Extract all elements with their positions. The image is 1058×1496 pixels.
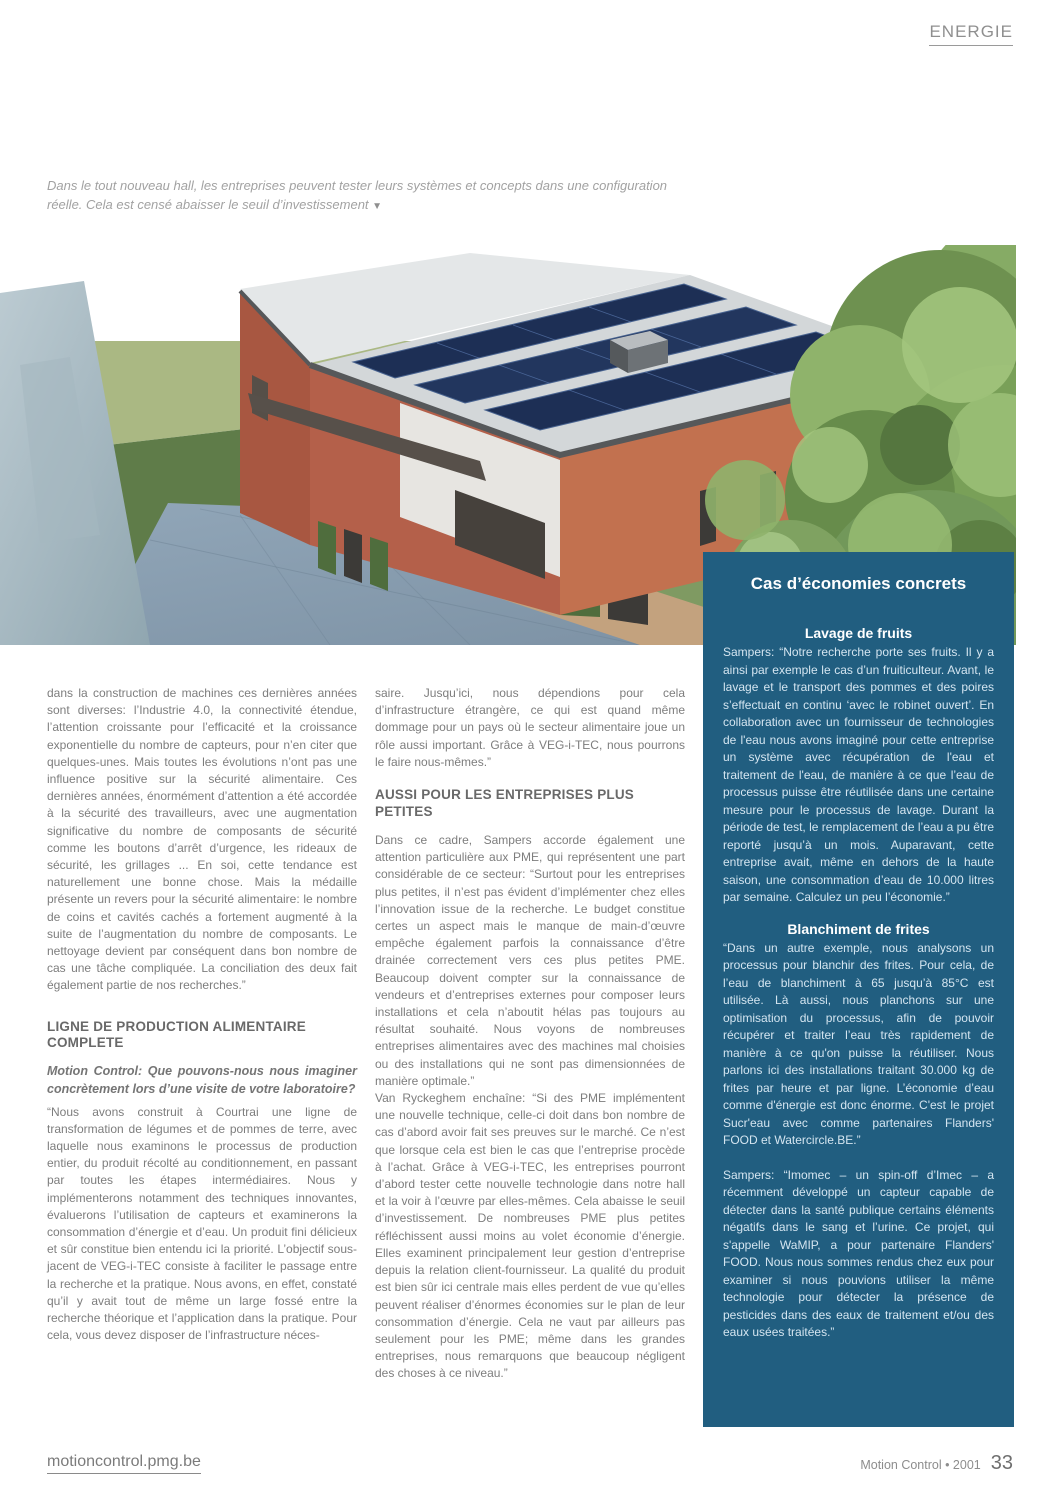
footer-magazine-name: Motion Control • 2001 bbox=[860, 1458, 981, 1472]
col2-paragraph-3: Van Ryckeghem enchaîne: “Si des PME implémentent une nouvelle technique, celle-ci doit dans bon nombre de cas d’abord avoir fait ses preuves sur le marché. Ce n’est que lorsque cela est bien le cas que l’entreprise procède à l’achat. Grâce à VEG-i-TEC, les entreprises pourront d’abord tester cette nouvelle technologie dans notre hall et la voir à l’œuvre par elles-mêmes. Cela abaisse le seuil d’investissement. De nombreuses PME plus petites réfléchissent aussi moins au volet économie d’énergie. Elles examinent principalement leur gestion d’entreprise depuis la relation client-fournisseur. La qualité du produit est bien sûr ici centrale mais elles perdent de vue qu’elles peuvent réaliser d’énormes économies sur le plan de leur consommation d’énergie. Cela ne vaut par ailleurs pas seulement pour les PME; même dans les grandes entreprises, nous remarquons que beaucoup négligent des choses à ce niveau.” bbox=[375, 1091, 685, 1381]
caption-arrow-down-icon: ▼ bbox=[372, 201, 383, 212]
article-column-1 bbox=[47, 685, 357, 1345]
footer-page-number: 33 bbox=[990, 1452, 1013, 1474]
sidebar-title: Cas d’économies concrets bbox=[750, 574, 967, 593]
interview-question: Motion Control: Que pouvons-nous nous imaginer concrètement lors d’une visite de votre laboratoire? bbox=[47, 1063, 357, 1096]
col1-paragraph-1: dans la construction de machines ces dernières années sont diverses: l’Industrie 4.0, la connectivité étendue, l’attention croissante pour l’efficacité et la croissance exponentielle du nombre de capteurs, pour n’en citer que quelques-unes. Mais toutes les évolutions n’ont pas une influence positive sur la sécurité alimentaire. Ces dernières années, énormément d’attention a été accordée à la sécurité des travailleurs, avec une augmentation significative du nombre de composants de sécurité comme les boutons d’arrêt d’urgence, les rideaux de sécurité, les grillages ... En soi, cette tendance est naturellement une bonne chose. Mais la médaille présente un revers pour la sécurité alimentaire: le nombre de coins et cavités cachés a fortement augmenté à la suite de l’augmentation du nombre de composants. Le nettoyage devient par conséquent dans bon nombre de cas une tâche compliquée. La conciliation des deux fait également partie de nos recherches.” bbox=[47, 686, 357, 993]
article-column-2 bbox=[375, 685, 685, 1383]
sidebar-section-body-lavage: Sampers: “Notre recherche porte ses fruits. Il y a ainsi par exemple le cas d’un fruiticulteur. Avant, le lavage et le transport des pommes et des poires s’effectuait en continu ‘avec le robinet ouvert’. En collaboration avec un fournisseur de technologies de l'eau nous avons imaginé pour cette entreprise un système avec récupération de l'eau et traitement de l'eau, de manière à ce que l’eau de processus puisse être réutilisée dans une certaine mesure pour le processus de lavage. Durant la période de test, le remplacement de l’eau a pu être reporté jusqu’à un mois. Auparavant, cette entreprise avait, même en dehors de la haute saison, une consommation d’eau de 10.000 litres par semaine. Calculez un peu l’économie.” bbox=[723, 645, 994, 904]
photo-caption-text: Dans le tout nouveau hall, les entreprises peuvent tester leurs systèmes et concepts dans une configuration réelle. Cela est censé abaisser le seuil d’investissement bbox=[47, 178, 668, 212]
col1-heading: LIGNE DE PRODUCTION ALIMENTAIRE COMPLETE bbox=[47, 1018, 306, 1051]
col2-paragraph-2: Dans ce cadre, Sampers accorde également une attention particulière aux PME, qui représentent une part considérable de ce secteur: “Surtout pour les entreprises plus petites, il n’est pas évident d’implémenter chez elles l’innovation issue de la recherche. Le budget constitue certes un aspect mais le manque de main-d’œuvre empêche également parfois la connaissance d’être drainée correctement vers ces plus petites PME. Beaucoup doivent compter sur la connaissance de vendeurs et d’entreprises externes pour composer leurs installations et cela n’aboutit hélas pas toujours au résultat souhaité. Nous voyons de nombreuses entreprises alimentaires avec des machines mal choisies ou des installations qui ne sont pas dimensionnées de manière optimale.” bbox=[375, 833, 685, 1088]
footer-right bbox=[860, 1452, 1013, 1475]
sidebar-box bbox=[703, 552, 1014, 1427]
sidebar-section-heading-blanchiment: Blanchiment de frites bbox=[787, 920, 930, 937]
photo-caption bbox=[47, 176, 697, 216]
sidebar-section-body-blanchiment: “Dans un autre exemple, nous analysons un processus pour blanchir des frites. Pour cela, de l’eau de blanchiment à 65 jusqu’à 85°C est utilisée. Là aussi, nous planchons sur une optimisation du processus, afin de pouvoir récupérer et traiter l’eau très rapidement de manière à ce qu'on puisse la réutiliser. Nous parlons ici des installations traitant 30.000 kg de frites par heure et par ligne. L’économie d’eau comme d'énergie est donc énorme. C'est le projet Sucr'eau avec comme partenaires Flanders' FOOD et Watercircle.BE.” bbox=[723, 940, 994, 1147]
col2-paragraph-1: saire. Jusqu’ici, nous dépendions pour cela d’infrastructure étrangère, ce qui est quand même dommage pour un pays où le secteur alimentaire joue un rôle aussi important. Grâce à VEG-i-TEC, nous pourrons le faire nous-mêmes.” bbox=[375, 686, 685, 769]
footer-site-link[interactable]: motioncontrol.pmg.be bbox=[47, 1453, 201, 1474]
green-wall-panel bbox=[318, 521, 336, 575]
sidebar-section-heading-lavage: Lavage de fruits bbox=[804, 625, 913, 641]
section-label: ENERGIE bbox=[929, 22, 1013, 46]
green-wall-panel bbox=[370, 537, 388, 591]
sidebar-followup-paragraph: Sampers: “Imomec – un spin-off d’Imec – a récemment développé un capteur capable de détecter dans la santé publique certains éléments négatifs dans le sang et l’urine. Ce projet, qui s'appelle WaMIP, a pour partenaire Flanders' FOOD. Nous nous sommes rendus chez eux pour examiner si nous pouvions utiliser la même technologie pour détecter la présence de pesticides dans des eaux de traitement et/ou des eaux usées traitées.” bbox=[723, 1167, 994, 1339]
ground-window bbox=[344, 529, 362, 583]
col1-paragraph-2: “Nous avons construit à Courtrai une ligne de transformation de légumes et de pommes de terre, avec laquelle nous examinons le processus de production entier, du produit récolté au conditionnement, en passant par toutes les étapes intermédiaires. Nous y implémenterons notamment des techniques innovantes, évaluerons l’utilisation de capteurs et examinerons la consommation d’énergie et d’eau. Un produit fini délicieux et sûr constitue bien entendu ici la priorité. L’objectif sous-jacent de VEG-i-TEC consiste à faciliter le passage entre la recherche et la pratique. Nous avons, en effet, constaté qu’il y avait tout de même un large fossé entre la recherche théorique et l’application dans la pratique. Pour cela, vous devez disposer de l’infrastructure néces- bbox=[47, 1104, 357, 1343]
col2-heading: AUSSI POUR LES ENTREPRISES PLUS PETITES bbox=[375, 787, 634, 819]
